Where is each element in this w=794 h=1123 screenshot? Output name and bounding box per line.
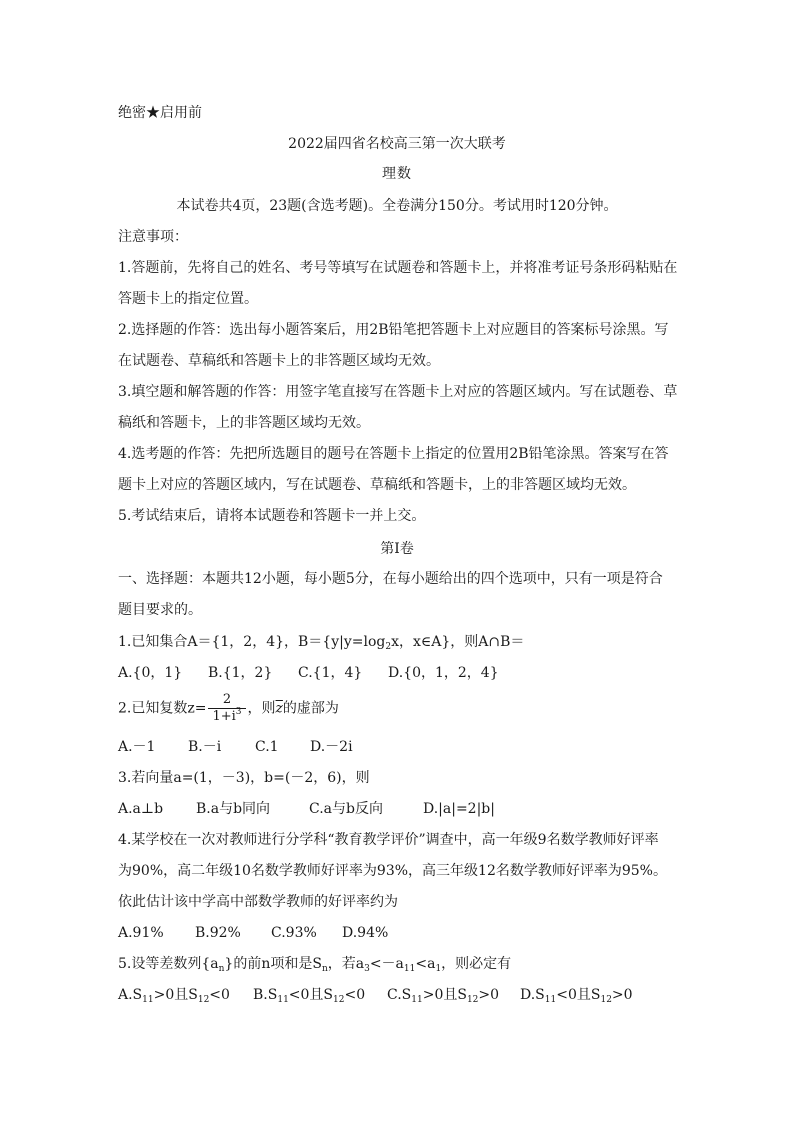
q1-option-a: A.{0，1} xyxy=(118,665,183,681)
exam-title: 2022届四省名校高三第一次大联考 xyxy=(288,136,506,152)
exam-info: 本试卷共4页，23题(含选考题)。全卷满分150分。考试用时120分钟。 xyxy=(176,198,618,214)
question-4-line-3: 依此估计该中学高中部数学教师的好评率约为 xyxy=(118,894,398,910)
note-2-line-2: 在试题卷、草稿纸和答题卡上的非答题区域均无效。 xyxy=(118,353,440,369)
q3-option-a: A.a⊥b xyxy=(118,801,164,817)
q4-option-c: C.93% xyxy=(271,925,317,941)
note-1-line-1: 1.答题前，先将自己的姓名、考号等填写在试题卷和答题卡上，并将准考证号条形码粘贴在 xyxy=(118,260,678,276)
q2-option-d: D.－2i xyxy=(310,739,353,755)
q5-option-c: $C.S_{11}>0$且$S_{12}>0$ xyxy=(387,987,500,1005)
q2-option-a: A.－1 xyxy=(118,739,156,755)
q2-fraction: $\frac{2}{1+i^3}$ xyxy=(208,692,245,725)
q4-option-d: D.94% xyxy=(342,925,389,941)
volume-heading: 第Ⅰ卷 xyxy=(380,541,414,557)
note-3-line-2: 稿纸和答题卡，上的非答题区域均无效。 xyxy=(118,415,370,431)
section-intro-line-2: 题目要求的。 xyxy=(118,602,202,618)
question-5-options xyxy=(118,985,678,1005)
q5-option-d: $D.S_{11}<0$且$S_{12}>0$ xyxy=(520,987,633,1005)
q3-option-c: C.a与b反向 xyxy=(309,801,383,817)
q2-option-c: C.1 xyxy=(255,739,279,755)
section-intro-line-1: 一、选择题：本题共12小题，每小题5分，在每小题给出的四个选项中，只有一项是符合 xyxy=(118,571,663,587)
q1-option-d: D.{0，1，2，4} xyxy=(388,665,499,681)
question-2-options xyxy=(118,737,678,757)
note-4-line-2: 题卡上对应的答题区域内，写在试题卷、草稿纸和答题卡，上的非答题区域均无效。 xyxy=(118,477,636,493)
question-2-stem: 2.已知复数z= $\frac{2}{1+i^3}$ ，则$\overline{z}$的虚部为 xyxy=(118,692,339,724)
secret-mark: 绝密★启用前 xyxy=(118,105,202,121)
question-4-options xyxy=(118,923,678,943)
question-3-options xyxy=(118,799,678,819)
note-1-line-2: 答题卡上的指定位置。 xyxy=(118,291,258,307)
note-3-line-1: 3.填空题和解答题的作答：用签字笔直接写在答题卡上对应的答题区域内。写在试题卷、草 xyxy=(118,384,678,400)
question-1-stem: 1.已知集合A＝{1，2，4}，$B=\{y|y=\log_2x$，x∈A}，则A∩B＝ xyxy=(118,634,525,652)
subject-title: 理数 xyxy=(382,166,412,182)
q2-option-b: B.－i xyxy=(188,739,222,755)
question-4-line-1: 4.某学校在一次对教师进行分学科“教育教学评价”调查中，高一年级9名数学教师好评率 xyxy=(118,832,659,848)
q3-option-d: D.|a|=2|b| xyxy=(423,801,495,817)
q4-option-a: A.91% xyxy=(118,925,164,941)
question-4-line-2: 为90%，高二年级10名数学教师好评率为93%，高三年级12名数学教师好评率为95%。 xyxy=(118,863,667,879)
q5-option-b: $B.S_{11}<0$且$S_{12}<0$ xyxy=(253,987,366,1005)
question-1-options xyxy=(118,663,678,683)
q4-option-b: B.92% xyxy=(195,925,241,941)
question-5-stem: 5.设等差数列$\{a_n\}$的前n项和是$S_n$，若$a_3<-a_{11}<a_1$，则必定有 xyxy=(118,956,512,974)
q5-option-a: $A.S_{11}>0$且$S_{12}<0$ xyxy=(118,987,230,1005)
notes-title: 注意事项： xyxy=(118,229,188,245)
q3-option-b: B.a与b同向 xyxy=(196,801,271,817)
note-5: 5.考试结束后，请将本试题卷和答题卡一并上交。 xyxy=(118,508,426,524)
note-4-line-1: 4.选考题的作答：先把所选题目的题号在答题卡上指定的位置用2B铅笔涂黑。答案写在答 xyxy=(118,446,669,462)
question-3-stem: 3.若向量a=(1，－3)，b=(－2，6)，则 xyxy=(118,770,370,786)
q1-option-b: B.{1，2} xyxy=(208,665,273,681)
note-2-line-1: 2.选择题的作答：选出每小题答案后，用2B铅笔把答题卡上对应题目的答案标号涂黑。写 xyxy=(118,322,669,338)
q1-option-c: C.{1，4} xyxy=(298,665,363,681)
